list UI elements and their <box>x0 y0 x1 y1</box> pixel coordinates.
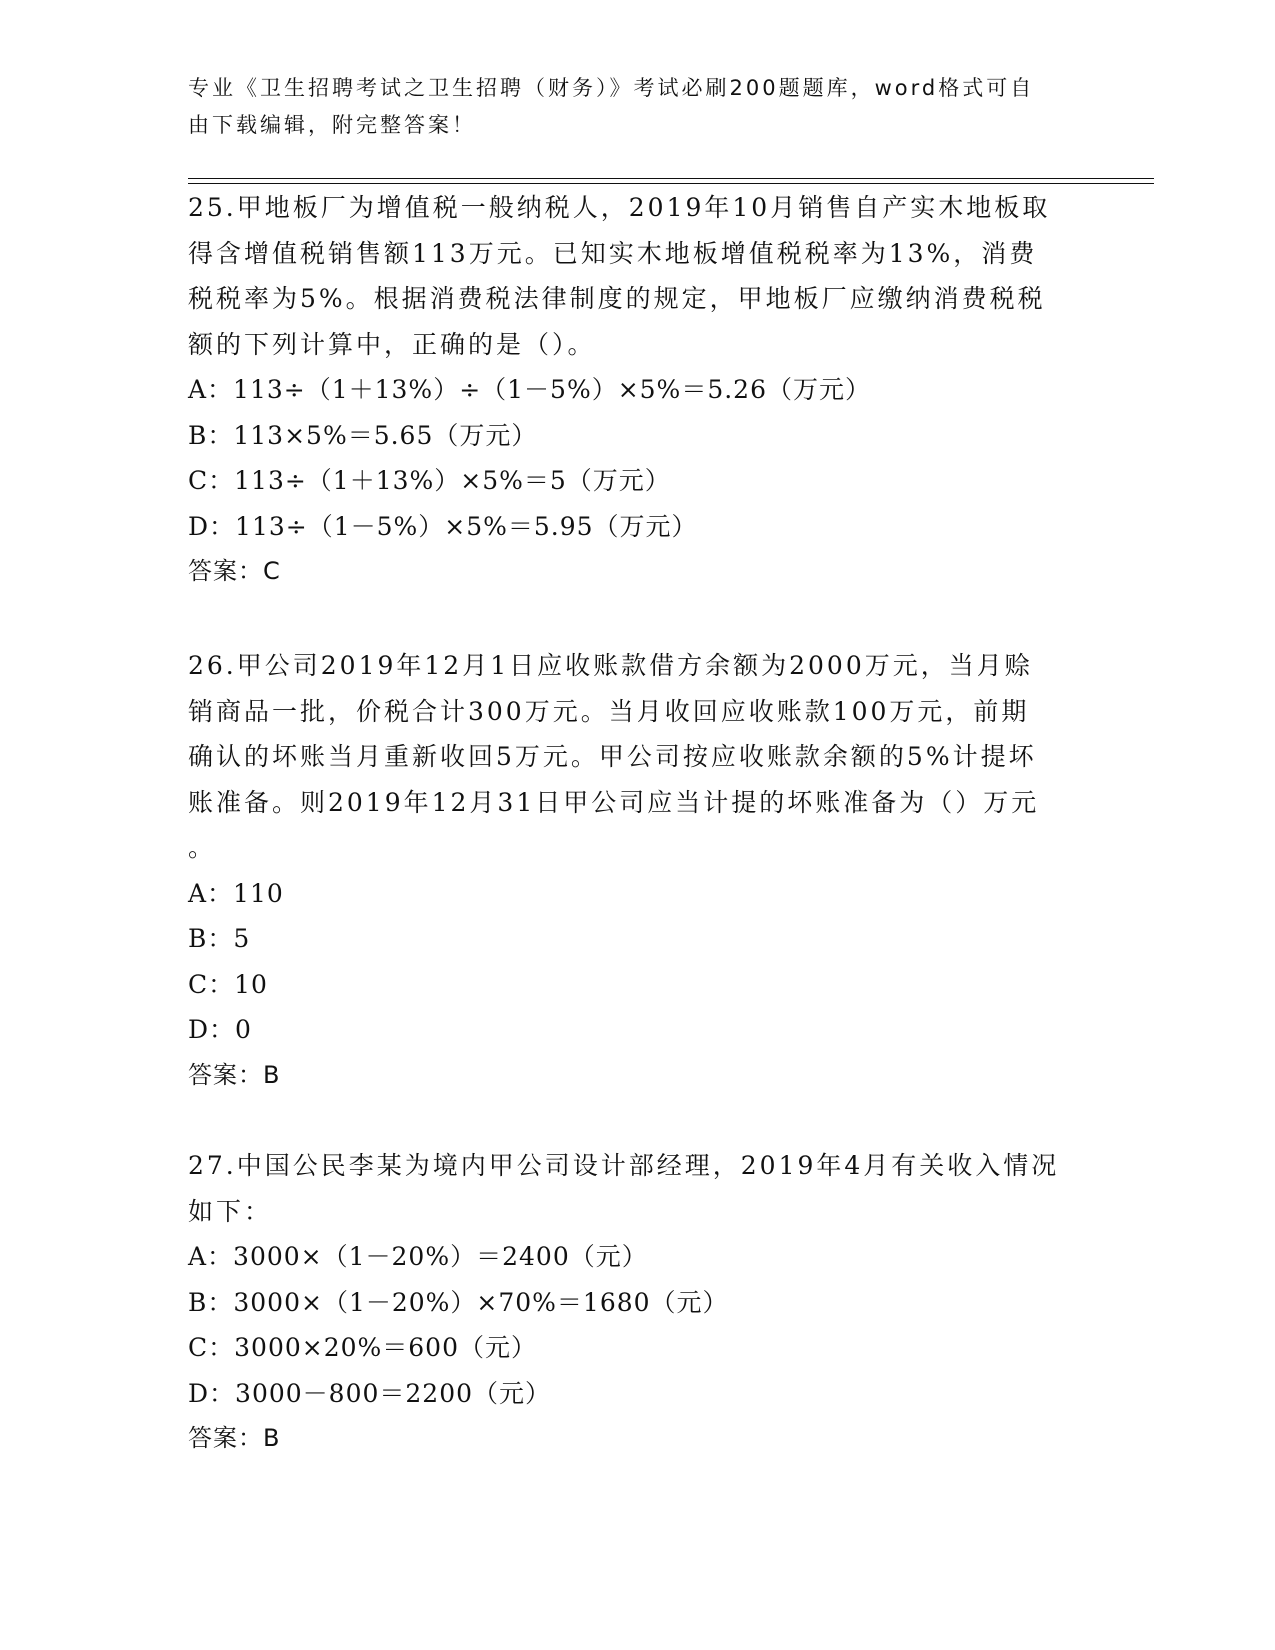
question-26 <box>188 643 1068 1098</box>
question-stem-line: 26.甲公司2019年12月1日应收账款借方余额为2000万元，当月赊 <box>188 651 1033 680</box>
header-line-1: 专业《卫生招聘考试之卫生招聘（财务）》考试必刷200题题库，word格式可自 <box>188 76 1035 100</box>
question-stem-line: 。 <box>188 833 217 862</box>
answer: 答案：B <box>188 1424 281 1452</box>
answer: 答案：C <box>188 557 281 585</box>
question-stem-line: 销商品一批，价税合计300万元。当月收回应收账款100万元，前期 <box>188 696 1030 726</box>
question-27 <box>188 1143 1068 1462</box>
option-d: D：3000－800＝2200（元） <box>188 1378 552 1408</box>
option-b: B：113×5%＝5.65（万元） <box>188 420 538 450</box>
option-d: D：113÷（1－5%）×5%＝5.95（万元） <box>188 511 698 541</box>
option-a: A：3000×（1－20%）＝2400（元） <box>188 1242 648 1271</box>
header-line-2: 由下载编辑，附完整答案！ <box>188 113 476 137</box>
option-c: C：3000×20%＝600（元） <box>188 1333 537 1362</box>
question-stem-line: 账准备。则2019年12月31日甲公司应当计提的坏账准备为（）万元 <box>188 787 1040 817</box>
question-stem-line: 得含增值税销售额113万元。已知实木地板增值税税率为13%，消费 <box>188 238 1038 268</box>
question-stem-line: 27.中国公民李某为境内甲公司设计部经理，2019年4月有关收入情况 <box>188 1151 1060 1180</box>
option-c: C：113÷（1＋13%）×5%＝5（万元） <box>188 466 671 495</box>
answer: 答案：B <box>188 1060 281 1089</box>
header-divider-top <box>188 178 1154 179</box>
question-stem-line: 税税率为5%。根据消费税法律制度的规定，甲地板厂应缴纳消费税税 <box>188 284 1046 313</box>
option-a: A：110 <box>188 878 284 908</box>
option-a: A：113÷（1＋13%）÷（1－5%）×5%＝5.26（万元） <box>188 375 871 404</box>
option-c: C：10 <box>188 969 268 999</box>
header-divider-bottom <box>188 183 1154 184</box>
question-stem-line: 确认的坏账当月重新收回5万元。甲公司按应收账款余额的5%计提坏 <box>188 742 1037 771</box>
question-25 <box>188 185 1068 595</box>
question-stem-line: 额的下列计算中，正确的是（）。 <box>188 329 596 359</box>
option-d: D：0 <box>188 1015 252 1044</box>
option-b: B：3000×（1－20%）×70%＝1680（元） <box>188 1287 729 1317</box>
question-stem-line: 如下： <box>188 1196 273 1226</box>
document-header <box>188 70 1068 144</box>
option-b: B：5 <box>188 924 251 953</box>
question-stem-line: 25.甲地板厂为增值税一般纳税人，2019年10月销售自产实木地板取 <box>188 193 1051 222</box>
